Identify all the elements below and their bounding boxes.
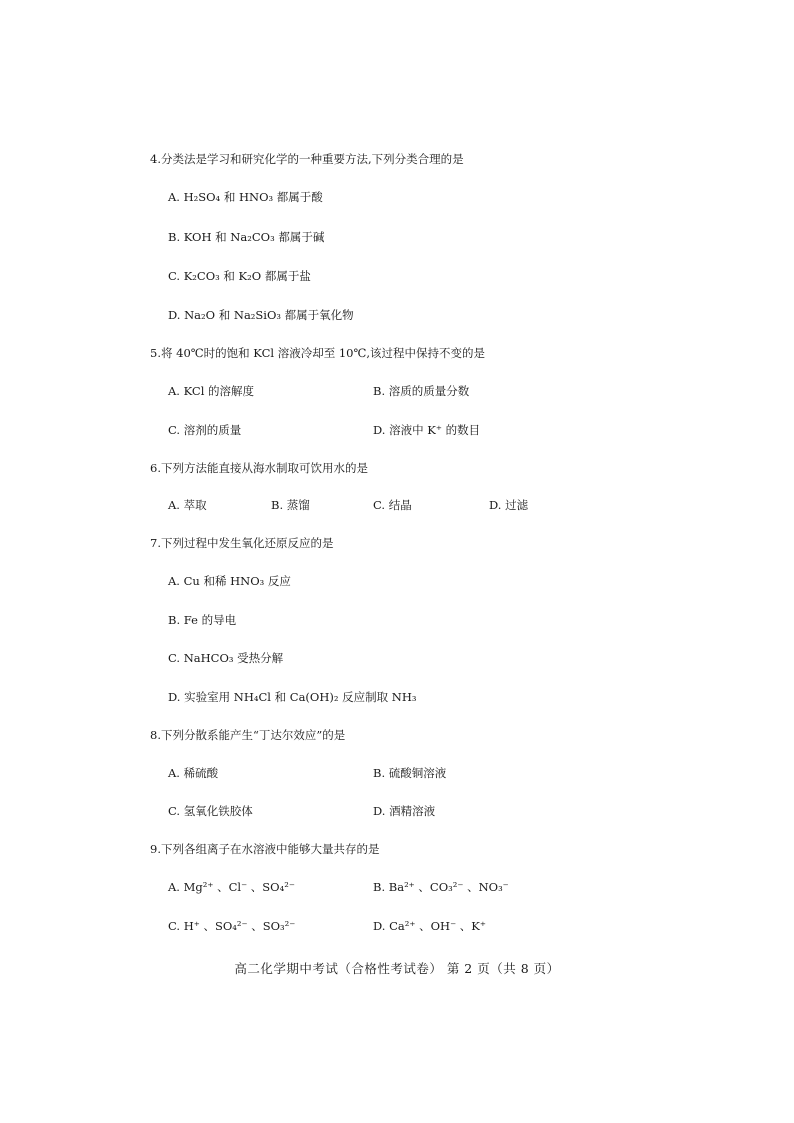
question-6-option-c: C. 结晶 xyxy=(373,498,412,512)
question-6-stem: 6.下列方法能直接从海水制取可饮用水的是 xyxy=(150,461,368,475)
question-5-option-d: D. 溶液中 K⁺ 的数目 xyxy=(373,423,481,437)
question-4-stem: 4.分类法是学习和研究化学的一种重要方法,下列分类合理的是 xyxy=(150,152,464,166)
question-4-option-c: C. K₂CO₃ 和 K₂O 都属于盐 xyxy=(168,269,311,283)
question-7-option-c: C. NaHCO₃ 受热分解 xyxy=(168,651,284,665)
page-footer: 高二化学期中考试（合格性考试卷） 第 2 页（共 8 页） xyxy=(234,961,560,976)
question-9-option-d: D. Ca²⁺ 、OH⁻ 、K⁺ xyxy=(373,919,486,933)
question-9-option-a: A. Mg²⁺ 、Cl⁻ 、SO₄²⁻ xyxy=(168,880,295,894)
question-4-option-b: B. KOH 和 Na₂CO₃ 都属于碱 xyxy=(168,230,325,244)
question-9-option-c: C. H⁺ 、SO₄²⁻ 、SO₃²⁻ xyxy=(168,919,296,933)
question-5-option-b: B. 溶质的质量分数 xyxy=(373,384,470,398)
question-7-option-a: A. Cu 和稀 HNO₃ 反应 xyxy=(168,574,291,588)
question-9-option-b: B. Ba²⁺ 、CO₃²⁻ 、NO₃⁻ xyxy=(373,880,509,894)
question-8-option-d: D. 酒精溶液 xyxy=(373,804,436,818)
question-5-option-a: A. KCl 的溶解度 xyxy=(168,384,255,398)
question-7-option-b: B. Fe 的导电 xyxy=(168,613,237,627)
question-4-option-a: A. H₂SO₄ 和 HNO₃ 都属于酸 xyxy=(168,190,323,204)
question-6-option-b: B. 蒸馏 xyxy=(271,498,310,512)
question-8-option-a: A. 稀硫酸 xyxy=(168,766,219,780)
question-4-option-d: D. Na₂O 和 Na₂SiO₃ 都属于氧化物 xyxy=(168,308,354,322)
question-9-stem: 9.下列各组离子在水溶液中能够大量共存的是 xyxy=(150,842,380,856)
question-6-option-a: A. 萃取 xyxy=(168,498,207,512)
question-8-option-c: C. 氢氧化铁胶体 xyxy=(168,804,253,818)
question-8-option-b: B. 硫酸铜溶液 xyxy=(373,766,447,780)
question-7-option-d: D. 实验室用 NH₄Cl 和 Ca(OH)₂ 反应制取 NH₃ xyxy=(168,690,417,704)
question-6-option-d: D. 过滤 xyxy=(489,498,529,512)
question-5-stem: 5.将 40℃时的饱和 KCl 溶液冷却至 10℃,该过程中保持不变的是 xyxy=(150,346,486,360)
question-7-stem: 7.下列过程中发生氧化还原反应的是 xyxy=(150,536,334,550)
question-5-option-c: C. 溶剂的质量 xyxy=(168,423,242,437)
question-8-stem: 8.下列分散系能产生“丁达尔效应”的是 xyxy=(150,728,346,742)
